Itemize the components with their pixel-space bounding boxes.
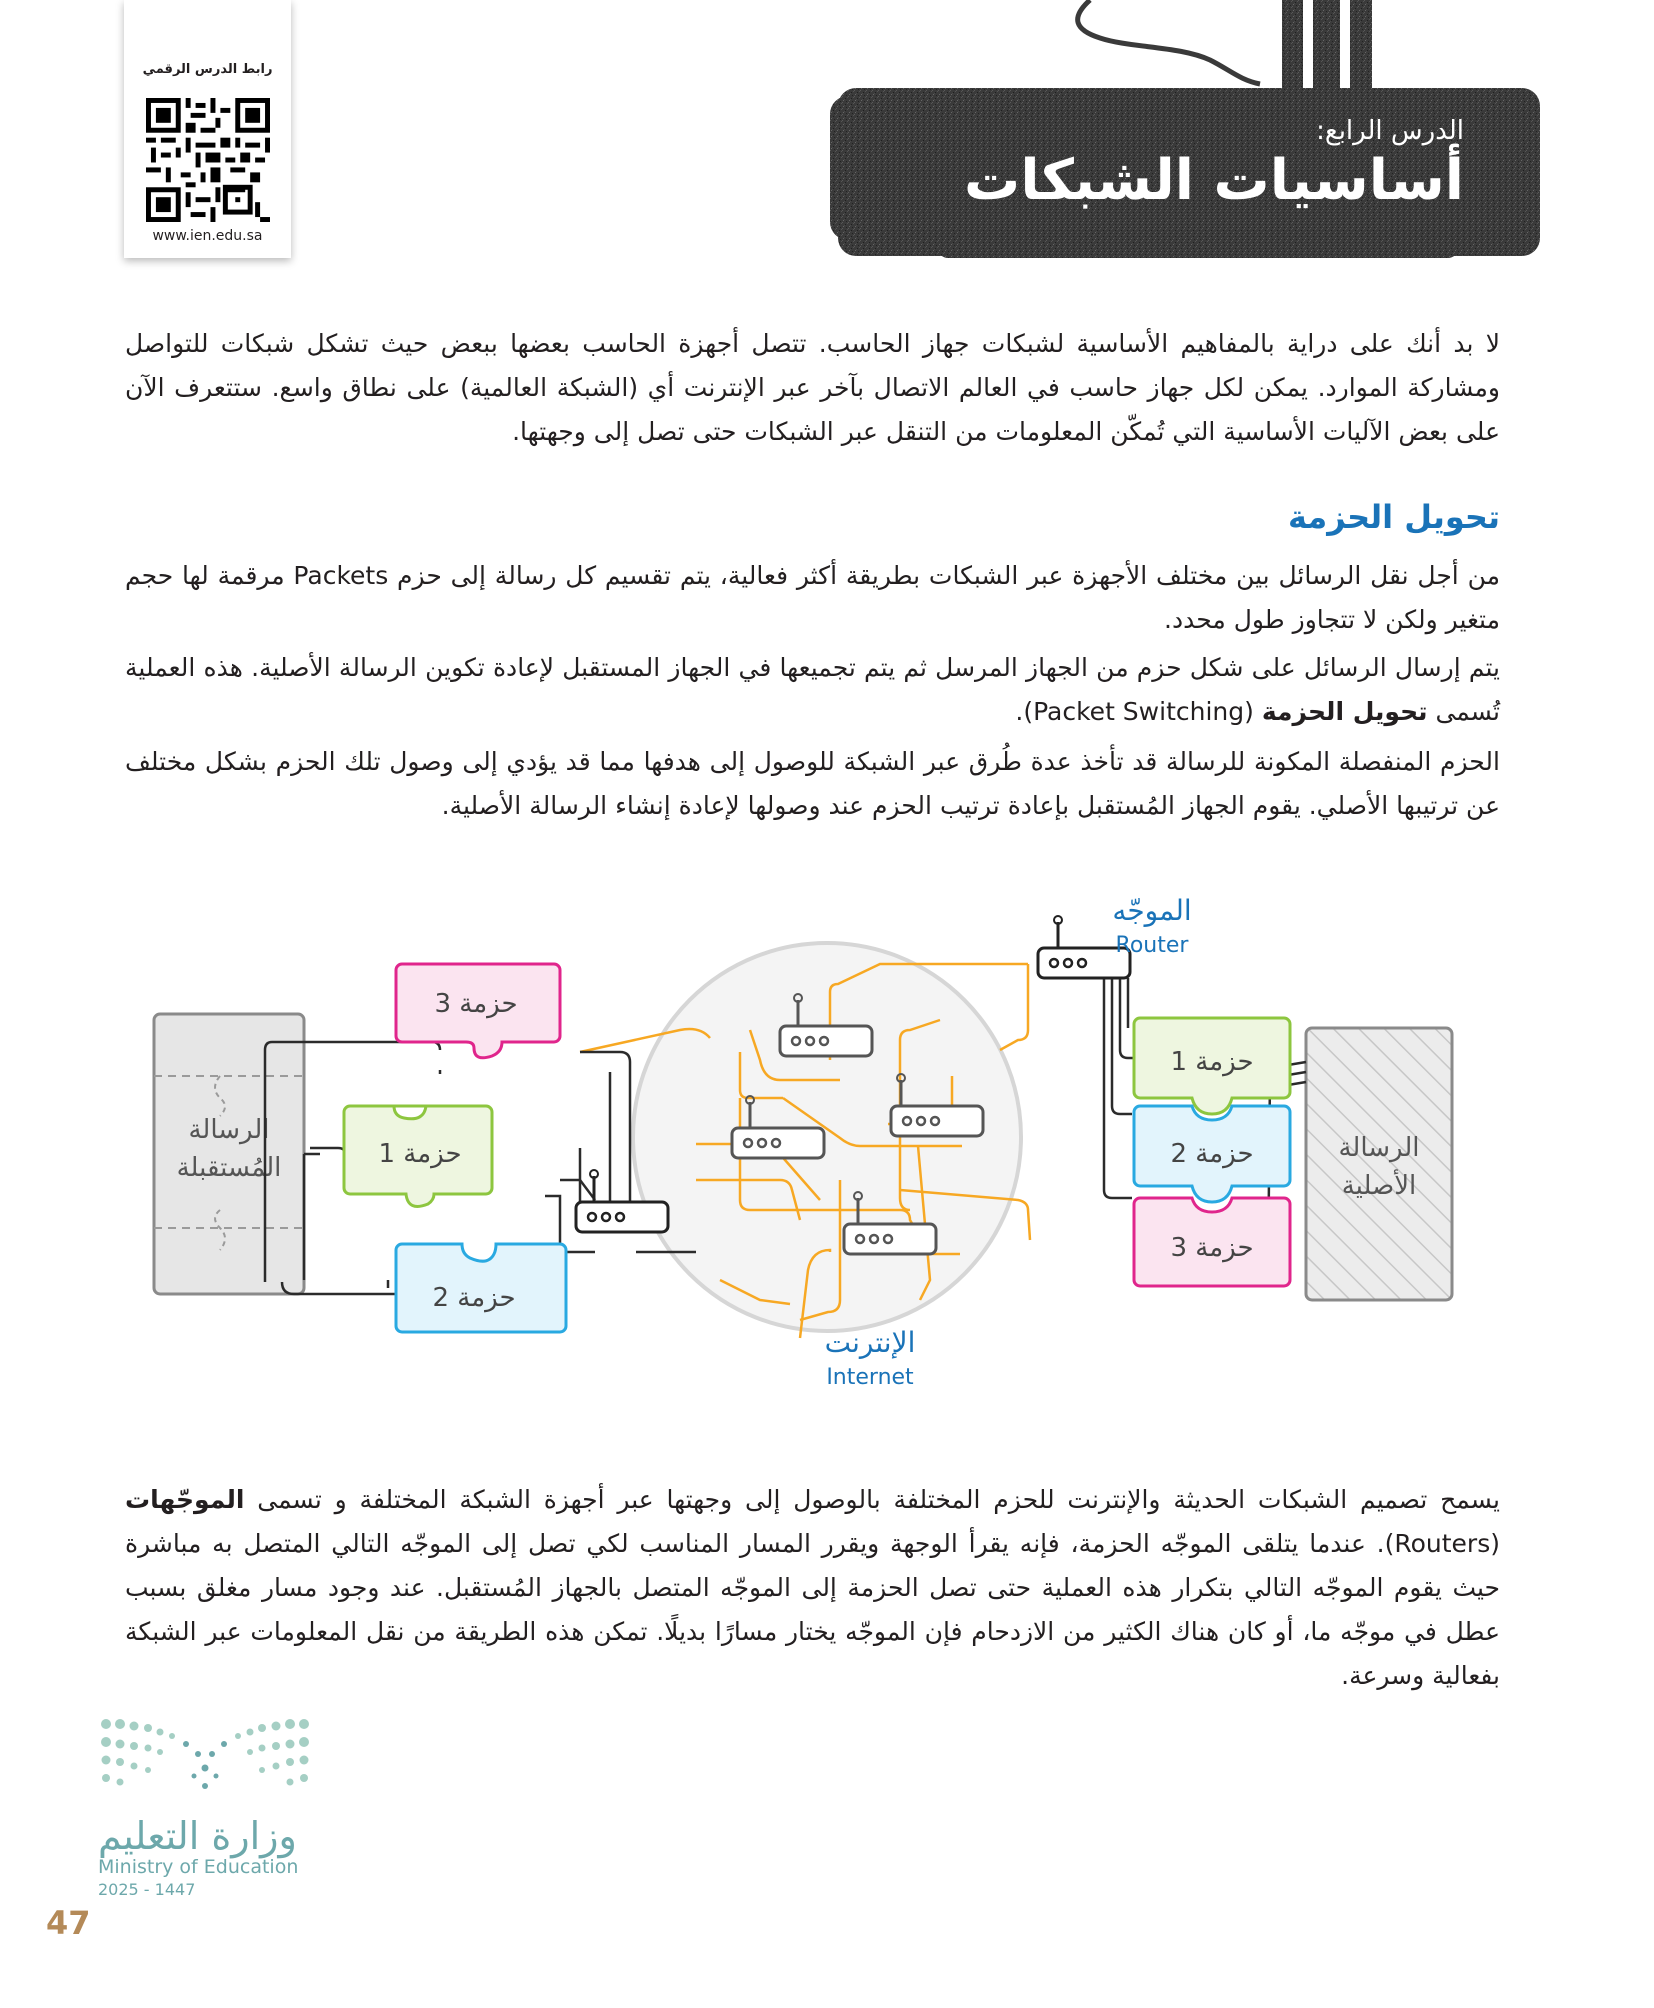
packet-1-right xyxy=(1134,1018,1290,1114)
packet-3-left-label: حزمة 3 xyxy=(434,989,518,1019)
routers-bold-term: الموجّهات xyxy=(125,1485,245,1514)
packet-switching-diagram xyxy=(140,880,1500,1420)
packet-1-left xyxy=(344,1106,492,1206)
lesson-title: أساسيات الشبكات xyxy=(964,148,1464,213)
qr-label: رابط الدرس الرقمي xyxy=(142,62,273,77)
ministry-name-en: Ministry of Education xyxy=(98,1856,299,1878)
router-label-ar: الموجّه xyxy=(1112,894,1192,927)
packet-2-right xyxy=(1134,1106,1290,1202)
packet-2-left xyxy=(396,1244,566,1332)
qr-card xyxy=(124,0,291,258)
internet-label-ar: الإنترنت xyxy=(824,1326,916,1359)
page-number: 47 xyxy=(46,1904,91,1942)
received-message-line2: المُستقبلة xyxy=(176,1153,282,1183)
ministry-logo-icon xyxy=(98,1714,312,1806)
qr-url[interactable]: www.ien.edu.sa xyxy=(152,228,263,244)
closing-end: (Routers). عندما يتلقى الموجّه الحزمة، فإنه يقرأ الوجهة ويقرر المسار المناسب لكي تصل إلى الموجّه التالي المتصل به مباشرة حيث يقوم الموجّه التالي بتكرار هذه العملية حتى تصل الحزمة إلى الموجّه المتصل بالجهاز المُستقبل. عند وجود مسار مغلق بسبب عطل في موجّه ما، أو كان هناك الكثير من الازدحام فإن الموجّه يختار مسارًا بديلًا. تمكن هذه الطريقة من نقل المعلومات عبر الشبكة بفعالية وسرعة. xyxy=(125,1529,1500,1690)
p2-start: يتم إرسال الرسائل على شكل حزم من الجهاز المرسل ثم يتم تجميعها في الجهاز المستقبل لإعادة تكوين الرسالة الأصلية. هذه العملية تُسمى xyxy=(125,653,1500,726)
packet-2-right-label: حزمة 2 xyxy=(1170,1139,1254,1169)
p2-end: (Packet Switching). xyxy=(1015,697,1262,726)
original-message-line2: الأصلية xyxy=(1341,1171,1417,1201)
intro-paragraph: لا بد أنك على دراية بالمفاهيم الأساسية لشبكات جهاز الحاسب. تتصل أجهزة الحاسب بعضها ببعض حيث تشكل شبكات للتواصل ومشاركة الموارد. يمكن لكل جهاز حاسب في العالم الاتصال بآخر عبر الإنترنت أي (الشبكة العالمية) على نطاق واسع. ستتعرف الآن على بعض الآليات الأساسية التي تُمكّن المعلومات من التنقل عبر الشبكات حتى تصل إلى وجهتها. xyxy=(125,329,1500,446)
routers-paragraph xyxy=(125,1478,1500,1698)
packet-3-left xyxy=(396,964,560,1058)
packet-1-right-label: حزمة 1 xyxy=(1170,1047,1254,1077)
p2-bold-term: تحويل الحزمة xyxy=(1261,697,1428,726)
received-message-line1: الرسالة xyxy=(188,1115,270,1145)
ministry-name-ar: وزارة التعليم xyxy=(98,1814,297,1858)
packet-paragraph-1: من أجل نقل الرسائل بين مختلف الأجهزة عبر الشبكات بطريقة أكثر فعالية، يتم تقسيم كل رسالة إلى حزم Packets مرقمة لها حجم متغير ولكن لا تتجاوز طول محدد. xyxy=(125,561,1500,634)
original-message-box xyxy=(1306,1028,1452,1300)
packet-paragraph-2 xyxy=(125,646,1500,734)
router-label-en: Router xyxy=(1115,933,1189,958)
packet-2-left-label: حزمة 2 xyxy=(432,1283,516,1313)
packet-3-right xyxy=(1134,1198,1290,1286)
section-heading: تحويل الحزمة xyxy=(1287,498,1500,536)
packet-1-left-label: حزمة 1 xyxy=(378,1139,462,1169)
ministry-years: 2025 - 1447 xyxy=(98,1880,196,1899)
received-message-box xyxy=(154,1014,304,1294)
closing-start: يسمح تصميم الشبكات الحديثة والإنترنت للحزم المختلفة بالوصول إلى وجهتها عبر أجهزة الشبكة المختلفة و تسمى xyxy=(244,1485,1500,1514)
original-message-line1: الرسالة xyxy=(1338,1133,1420,1163)
packet-paragraph-3: الحزم المنفصلة المكونة للرسالة قد تأخذ عدة طُرق عبر الشبكة للوصول إلى هدفها مما قد يؤدي إلى وصول تلك الحزم بشكل مختلف عن ترتيبها الأصلي. يقوم الجهاز المُستقبل بإعادة ترتيب الحزم عند وصولها لإعادة إنشاء الرسالة الأصلية. xyxy=(125,747,1500,820)
packet-3-right-label: حزمة 3 xyxy=(1170,1233,1254,1263)
internet-label-en: Internet xyxy=(826,1365,914,1390)
qr-code-icon[interactable] xyxy=(146,98,270,222)
lesson-subtitle: الدرس الرابع: xyxy=(1316,116,1464,146)
